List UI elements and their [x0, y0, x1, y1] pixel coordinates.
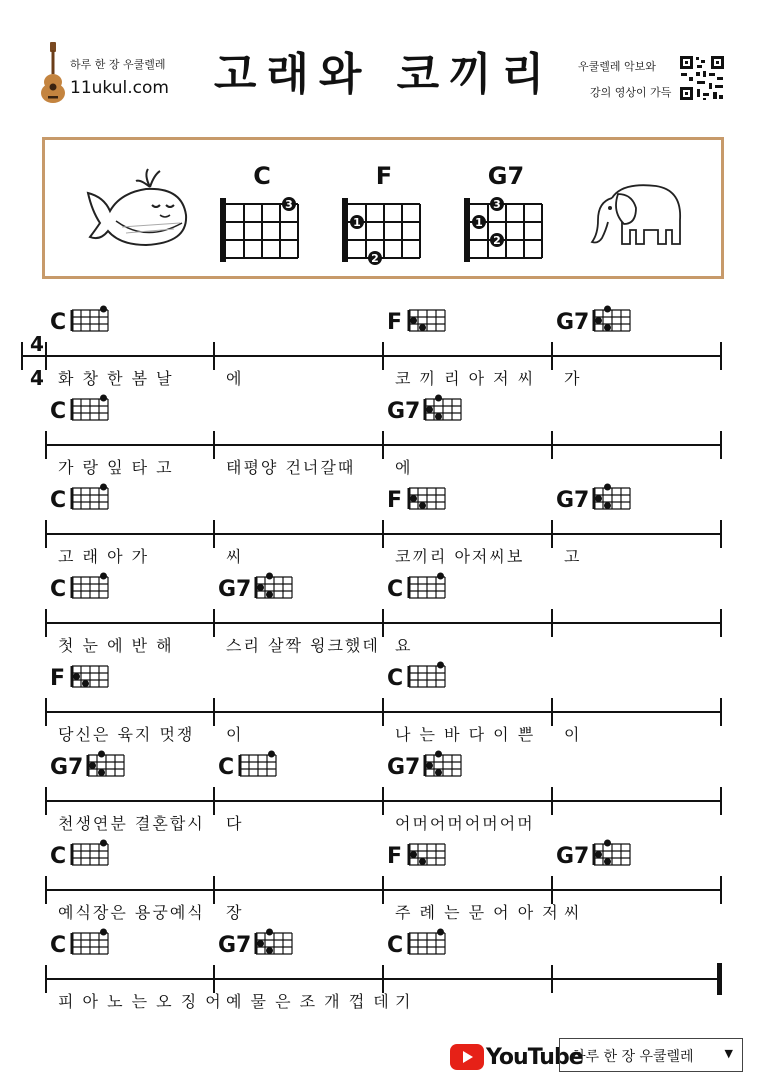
measure-chord-label: C: [387, 666, 404, 691]
finger-dot: [89, 762, 96, 769]
brand-tagline: 하루 한 장 우쿨렐레: [70, 58, 166, 71]
finger-dot: [604, 324, 611, 331]
finger-dot: [604, 840, 611, 847]
measure-chord-label: F: [387, 844, 403, 869]
finger-dot: [98, 769, 105, 776]
finger-dot: [100, 484, 107, 491]
mini-chord-diagram: [72, 666, 108, 687]
mini-chord-diagram: [409, 488, 445, 509]
lyric-text: 예식장은 용궁예식: [58, 903, 205, 922]
finger-number: 3: [285, 198, 293, 211]
finger-dot: [410, 495, 417, 502]
finger-number: 2: [371, 252, 379, 265]
finger-number: 3: [493, 198, 501, 211]
mini-chord-diagram: [409, 929, 445, 955]
mini-chord-diagram: [88, 751, 124, 777]
youtube-logo-icon[interactable]: [450, 1044, 484, 1070]
finger-dot: [604, 858, 611, 865]
finger-number: 1: [475, 216, 483, 229]
lyric-text: 가: [564, 369, 582, 388]
finger-dot: [604, 306, 611, 313]
mini-chord-diagram: [594, 840, 630, 866]
lyric-text: 씨: [226, 547, 244, 566]
finger-dot: [604, 484, 611, 491]
lyric-text: 고: [564, 547, 582, 566]
mini-chord-diagram: [72, 395, 108, 421]
mini-chord-diagram: [72, 306, 108, 332]
finger-dot: [435, 413, 442, 420]
finger-dot: [437, 573, 444, 580]
lyric-text: 코 끼 리 아 저 씨: [395, 369, 536, 388]
mini-chord-diagram: [72, 840, 108, 866]
lyric-text: 예 물 은 조 개 껍 데: [226, 992, 391, 1011]
finger-dot: [410, 851, 417, 858]
mini-chord-diagram: [425, 395, 461, 421]
finger-dot: [410, 317, 417, 324]
finger-dot: [100, 840, 107, 847]
finger-dot: [595, 317, 602, 324]
mini-chord-diagram: [240, 751, 276, 777]
finger-dot: [100, 395, 107, 402]
measure-chord-label: C: [50, 933, 67, 958]
promo-line-2: 강의 영상이 가득: [590, 86, 672, 99]
chord-name: C: [253, 162, 271, 190]
finger-dot: [100, 573, 107, 580]
finger-dot: [435, 395, 442, 402]
time-signature-bottom: 4: [30, 366, 44, 390]
measure-chord-label: F: [387, 488, 403, 513]
lyric-text: 천생연분 결혼합시: [58, 814, 205, 833]
finger-dot: [419, 858, 426, 865]
finger-dot: [419, 502, 426, 509]
final-bar-line: [717, 963, 722, 995]
mini-chord-diagram: [72, 484, 108, 510]
channel-select[interactable]: [559, 1038, 743, 1072]
lyric-text: 스리 살짝 윙크했데: [226, 636, 380, 655]
finger-dot: [268, 751, 275, 758]
lyric-text: 화 창 한 봄 날: [58, 369, 174, 388]
finger-number: 1: [353, 216, 361, 229]
brand-site-link[interactable]: 11ukul.com: [70, 78, 169, 98]
lyric-text: 씨: [564, 903, 582, 922]
finger-dot: [100, 306, 107, 313]
time-signature-top: 4: [30, 332, 44, 356]
finger-dot: [419, 324, 426, 331]
lyric-text: 가 랑 잎 타 고: [58, 458, 174, 477]
finger-dot: [266, 591, 273, 598]
finger-dot: [426, 406, 433, 413]
measure-chord-label: G7: [218, 577, 252, 602]
chevron-down-icon: ▼: [724, 1047, 733, 1060]
mini-chord-diagram: [425, 751, 461, 777]
measure-chord-label: C: [50, 399, 67, 424]
lyric-text: 다: [226, 814, 244, 833]
youtube-label[interactable]: YouTube: [486, 1045, 583, 1070]
measure-chord-label: G7: [556, 310, 590, 335]
measure-chord-label: C: [50, 310, 67, 335]
lyric-text: 첫 눈 에 반 해: [58, 636, 174, 655]
page-title: 고래와 코끼리: [213, 49, 555, 100]
finger-dot: [604, 502, 611, 509]
measure-chord-label: C: [387, 933, 404, 958]
finger-dot: [98, 751, 105, 758]
finger-dot: [437, 662, 444, 669]
channel-select-value: 하루 한 장 우쿨렐레: [572, 1049, 694, 1065]
measure-chord-label: F: [50, 666, 66, 691]
lyric-text: 피 아 노 는 오 징 어: [58, 992, 223, 1011]
finger-dot: [595, 851, 602, 858]
mini-chord-diagram: [72, 929, 108, 955]
finger-number: 2: [493, 234, 501, 247]
lyric-text: 태평양 건너갈때: [226, 458, 356, 477]
mini-chord-diagram: [256, 929, 292, 955]
lyric-text: 요: [395, 636, 413, 655]
mini-chord-diagram: [594, 484, 630, 510]
mini-chord-diagram: [409, 310, 445, 331]
measure-chord-label: C: [387, 577, 404, 602]
finger-dot: [426, 762, 433, 769]
finger-dot: [266, 947, 273, 954]
chord-name: G7: [487, 162, 525, 190]
measure-chord-label: F: [387, 310, 403, 335]
finger-dot: [257, 940, 264, 947]
lyric-text: 에: [395, 458, 413, 477]
lyric-text: 당신은 육지 멋쟁: [58, 725, 195, 744]
measure-chord-label: G7: [556, 488, 590, 513]
lyric-text: 어머어머어머어머: [395, 814, 535, 833]
mini-chord-diagram: [409, 844, 445, 865]
finger-dot: [266, 573, 273, 580]
measure-chord-label: G7: [218, 933, 252, 958]
measure-chord-label: C: [50, 488, 67, 513]
finger-dot: [266, 929, 273, 936]
mini-chord-diagram: [256, 573, 292, 599]
lyric-text: 고 래 아 가: [58, 547, 150, 566]
finger-dot: [257, 584, 264, 591]
lyric-text: 에: [226, 369, 244, 388]
measure-chord-label: G7: [387, 399, 421, 424]
measure-chord-label: C: [218, 755, 235, 780]
measure-chord-label: C: [50, 577, 67, 602]
chord-name: F: [375, 162, 393, 190]
lyric-text: 장: [226, 903, 244, 922]
measure-chord-label: G7: [387, 755, 421, 780]
finger-dot: [595, 495, 602, 502]
finger-dot: [435, 751, 442, 758]
mini-chord-diagram: [594, 306, 630, 332]
lyric-text: 코끼리 아저씨보: [395, 547, 525, 566]
measure-chord-label: C: [50, 844, 67, 869]
finger-dot: [73, 673, 80, 680]
finger-dot: [435, 769, 442, 776]
measure-chord-label: G7: [556, 844, 590, 869]
mini-chord-diagram: [72, 573, 108, 599]
lyric-text: 이: [564, 725, 582, 744]
lyric-text: 주 례 는 문 어 아 저: [395, 903, 560, 922]
promo-line-1: 우쿨렐레 악보와: [578, 60, 656, 73]
mini-chord-diagram: [409, 662, 445, 688]
lyric-text: 이: [226, 725, 244, 744]
mini-chord-diagram: [409, 573, 445, 599]
finger-dot: [82, 680, 89, 687]
measure-chord-label: G7: [50, 755, 84, 780]
lyric-text: 나 는 바 다 이 쁜: [395, 725, 536, 744]
finger-dot: [437, 929, 444, 936]
finger-dot: [100, 929, 107, 936]
lyric-text: 기: [395, 992, 413, 1011]
